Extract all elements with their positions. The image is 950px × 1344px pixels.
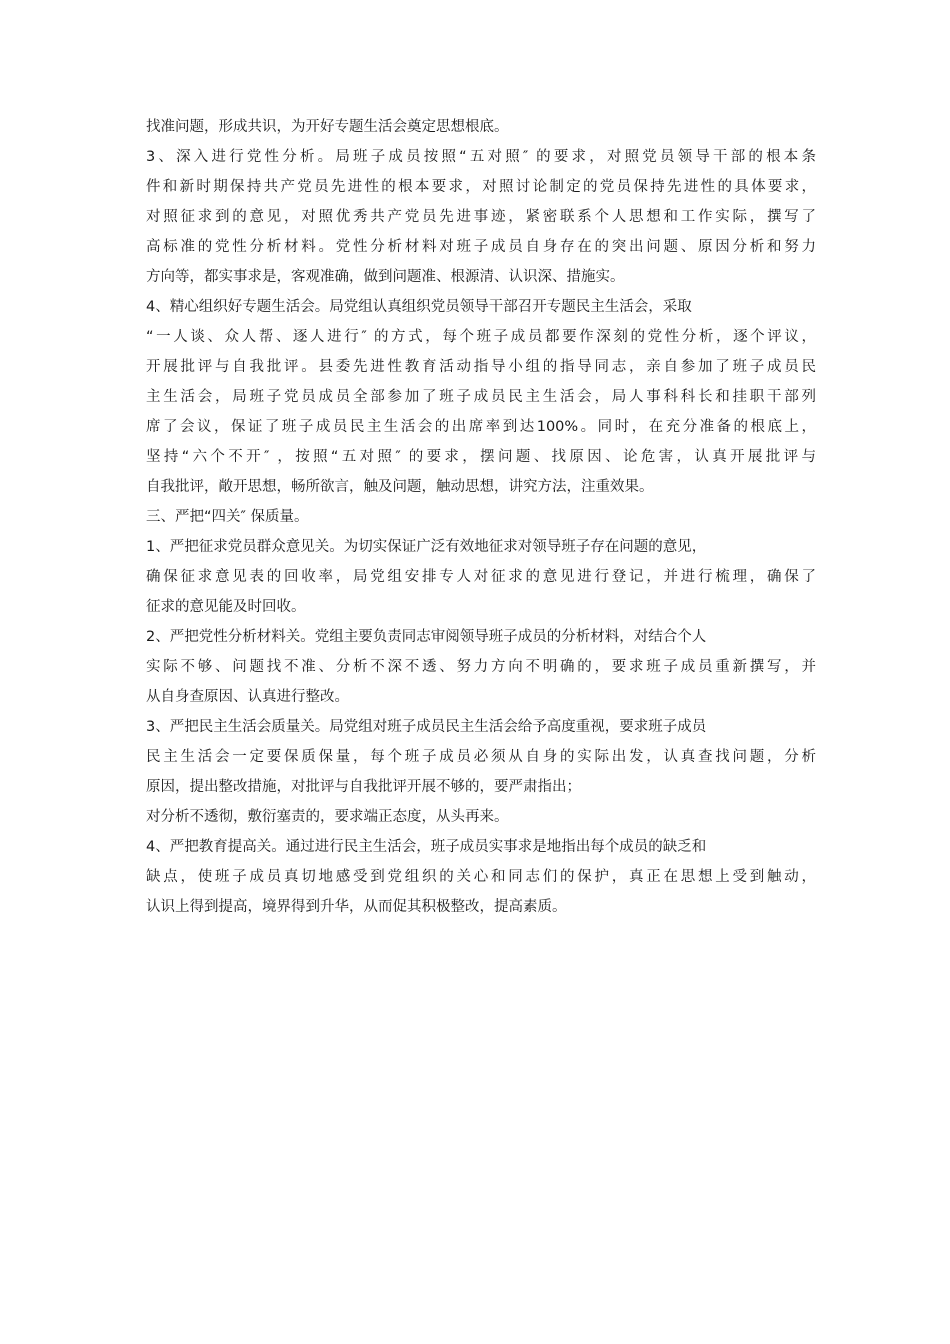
text-line-15: 1、严把征求党员群众意见关。为切实保证广泛有效地征求对领导班子存在问题的意见， — [146, 539, 707, 555]
text-line-3: 件和新时期保持共产党员先进性的根本要求，对照讨论制定的党员保持先进性的具体要求， — [146, 179, 816, 195]
text-line-13: 自我批评，敞开思想，畅所欲言，触及问题，触动思想，讲究方法，注重效果。 — [146, 479, 654, 495]
text-line-17: 征求的意见能及时回收。 — [146, 599, 306, 615]
text-line-1: 找准问题，形成共识，为开好专题生活会奠定思想根底。 — [146, 119, 509, 135]
text-line-21: 3、严把民主生活会质量关。局党组对班子成员民主生活会给予高度重视，要求班子成员 — [146, 719, 707, 735]
text-line-23: 原因，提出整改措施，对批评与自我批评开展不够的，要严肃指出； — [146, 779, 581, 795]
text-line-8: “一人谈、众人帮、逐人进行″ 的方式，每个班子成员都要作深刻的党性分析，逐个评议， — [146, 329, 816, 345]
text-line-14: 三、严把“四关″ 保质量。 — [146, 509, 309, 525]
text-line-2: 3、深入进行党性分析。局班子成员按照“五对照″ 的要求，对照党员领导干部的根本条 — [146, 149, 816, 165]
text-line-25: 4、严把教育提高关。通过进行民主生活会，班子成员实事求是地指出每个成员的缺乏和 — [146, 839, 707, 855]
text-line-7: 4、精心组织好专题生活会。局党组认真组织党员领导干部召开专题民主生活会，采取 — [146, 299, 692, 315]
text-line-18: 2、严把党性分析材料关。党组主要负责同志审阅领导班子成员的分析材料，对结合个人 — [146, 629, 707, 645]
text-line-20: 从自身查原因、认真进行整改。 — [146, 689, 349, 705]
text-line-9: 开展批评与自我批评。县委先进性教育活动指导小组的指导同志，亲自参加了班子成员民 — [146, 359, 816, 375]
document-body — [146, 112, 816, 922]
text-line-10: 主生活会，局班子党员成员全部参加了班子成员民主生活会，局人事科科长和挂职干部列 — [146, 389, 816, 405]
text-line-24: 对分析不透彻，敷衍塞责的，要求端正态度，从头再来。 — [146, 809, 509, 825]
text-line-12: 坚持“六个不开″ ，按照“五对照″ 的要求，摆问题、找原因、论危害，认真开展批评与 — [146, 449, 816, 465]
text-line-27: 认识上得到提高，境界得到升华，从而促其积极整改，提高素质。 — [146, 899, 567, 915]
text-line-22: 民主生活会一定要保质保量，每个班子成员必须从自身的实际出发，认真查找问题，分析 — [146, 749, 816, 765]
text-line-11: 席了会议，保证了班子成员民主生活会的出席率到达100%。同时，在充分准备的根底上， — [146, 419, 816, 435]
text-line-6: 方向等，都实事求是，客观准确，做到问题准、根源清、认识深、措施实。 — [146, 269, 625, 285]
text-line-19: 实际不够、问题找不准、分析不深不透、努力方向不明确的，要求班子成员重新撰写，并 — [146, 659, 816, 675]
text-line-4: 对照征求到的意见，对照优秀共产党员先进事迹，紧密联系个人思想和工作实际，撰写了 — [146, 209, 816, 225]
text-line-16: 确保征求意见表的回收率，局党组安排专人对征求的意见进行登记，并进行梳理，确保了 — [146, 569, 816, 585]
text-line-26: 缺点，使班子成员真切地感受到党组织的关心和同志们的保护，真正在思想上受到触动， — [146, 869, 816, 885]
text-line-5: 高标准的党性分析材料。党性分析材料对班子成员自身存在的突出问题、原因分析和努力 — [146, 239, 816, 255]
